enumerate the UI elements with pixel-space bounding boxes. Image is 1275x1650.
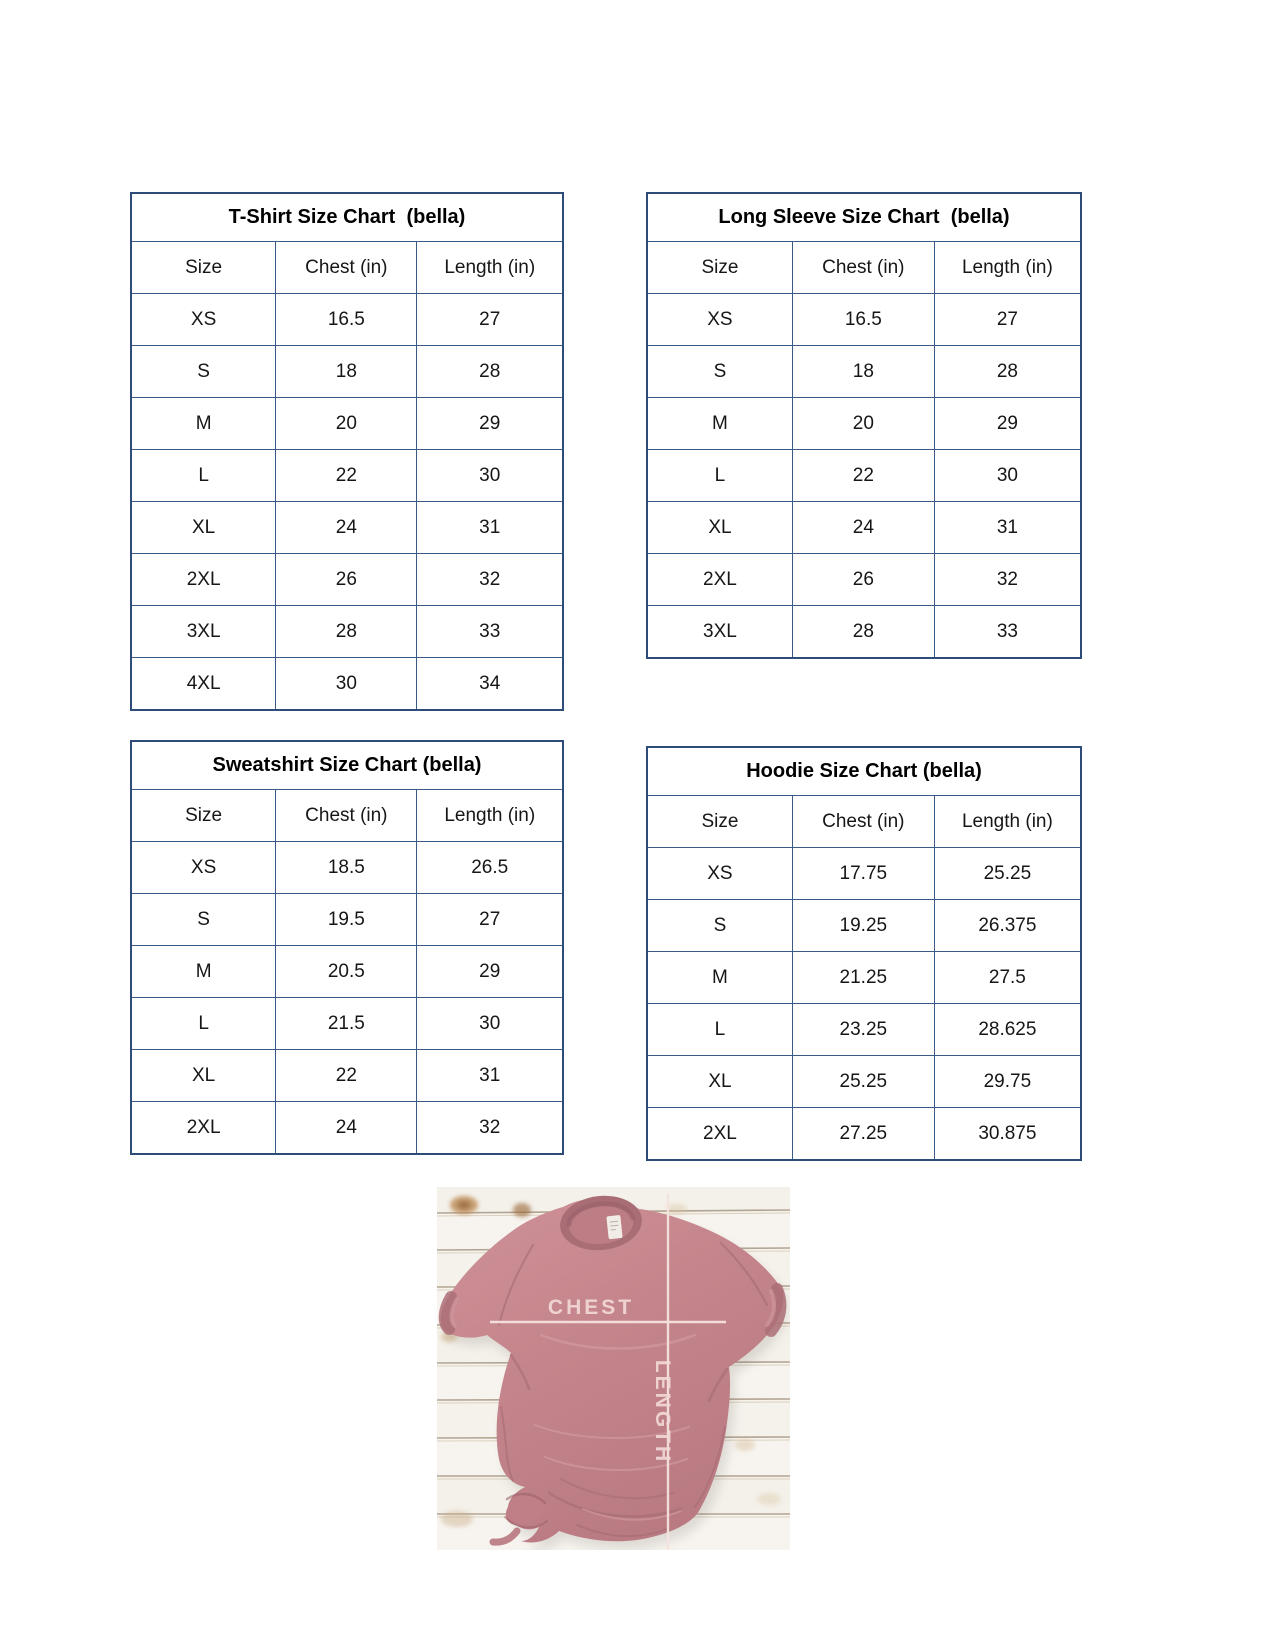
size-cell: 4XL [131,658,276,711]
length-cell: 30 [934,450,1081,502]
column-header: Length (in) [934,242,1081,294]
longsleeve-size-table [646,192,1082,659]
column-header-row [647,242,1081,294]
chest-cell: 23.25 [792,1004,934,1056]
length-cell: 30 [417,450,563,502]
size-cell: 2XL [131,1102,276,1155]
size-cell: 3XL [131,606,276,658]
chest-cell: 20.5 [276,946,417,998]
table-body [647,294,1081,659]
size-row [647,554,1081,606]
column-header: Size [131,242,276,294]
size-row [647,848,1081,900]
size-row [131,1050,563,1102]
table-title-row [131,741,563,790]
length-cell: 27 [417,294,563,346]
size-row [647,952,1081,1004]
length-cell: 28.625 [934,1004,1081,1056]
size-row [647,606,1081,659]
chest-cell: 18 [792,346,934,398]
size-cell: XL [131,502,276,554]
chest-cell: 16.5 [792,294,934,346]
chest-cell: 28 [276,606,417,658]
size-cell: M [647,952,792,1004]
column-header: Length (in) [417,790,563,842]
length-cell: 33 [934,606,1081,659]
size-cell: S [647,900,792,952]
size-row [647,502,1081,554]
length-cell: 29 [934,398,1081,450]
size-cell: XS [131,294,276,346]
length-cell: 30 [417,998,563,1050]
table-title: Hoodie Size Chart (bella) [647,747,1081,796]
length-cell: 27 [417,894,563,946]
column-header: Length (in) [417,242,563,294]
column-header-row [131,242,563,294]
size-cell: XS [647,848,792,900]
tshirt-size-table [130,192,564,711]
hoodie-size-table [646,746,1082,1161]
length-cell: 31 [417,502,563,554]
table-title: T-Shirt Size Chart (bella) [131,193,563,242]
length-cell: 30.875 [934,1108,1081,1161]
size-row [131,1102,563,1155]
sweatshirt-size-table [130,740,564,1155]
size-row [131,398,563,450]
column-header: Size [647,242,792,294]
size-row [131,606,563,658]
length-cell: 28 [417,346,563,398]
chest-cell: 21.25 [792,952,934,1004]
size-row [131,842,563,894]
size-row [647,1108,1081,1161]
size-row [131,294,563,346]
length-cell: 31 [417,1050,563,1102]
length-cell: 31 [934,502,1081,554]
column-header: Size [647,796,792,848]
size-cell: 2XL [647,1108,792,1161]
size-cell: L [131,450,276,502]
chest-cell: 18 [276,346,417,398]
shirt-measurement-photo [437,1187,790,1550]
chest-measure-label: CHEST [547,1296,635,1319]
size-cell: 3XL [647,606,792,659]
size-row [647,900,1081,952]
table-body [131,294,563,711]
size-row [647,398,1081,450]
size-cell: 2XL [647,554,792,606]
table-body [647,848,1081,1161]
size-cell: XS [131,842,276,894]
size-cell: L [131,998,276,1050]
chest-cell: 25.25 [792,1056,934,1108]
chest-cell: 24 [276,1102,417,1155]
length-cell: 33 [417,606,563,658]
chest-cell: 24 [276,502,417,554]
size-cell: L [647,450,792,502]
length-cell: 29 [417,946,563,998]
size-cell: M [647,398,792,450]
size-cell: M [131,946,276,998]
size-cell: XL [647,1056,792,1108]
length-cell: 34 [417,658,563,711]
length-cell: 29.75 [934,1056,1081,1108]
size-cell: M [131,398,276,450]
table-title-row [647,193,1081,242]
size-cell: L [647,1004,792,1056]
size-cell: XS [647,294,792,346]
size-row [131,998,563,1050]
length-cell: 27 [934,294,1081,346]
table-title: Sweatshirt Size Chart (bella) [131,741,563,790]
size-cell: S [647,346,792,398]
chest-cell: 28 [792,606,934,659]
length-cell: 26.5 [417,842,563,894]
chest-cell: 24 [792,502,934,554]
table-title: Long Sleeve Size Chart (bella) [647,193,1081,242]
chest-cell: 30 [276,658,417,711]
chest-cell: 26 [276,554,417,606]
chest-cell: 16.5 [276,294,417,346]
table-title-row [131,193,563,242]
chest-cell: 18.5 [276,842,417,894]
length-cell: 32 [934,554,1081,606]
size-row [131,502,563,554]
column-header: Length (in) [934,796,1081,848]
length-cell: 32 [417,1102,563,1155]
length-measure-label: LENGTH [651,1359,674,1465]
chest-cell: 20 [792,398,934,450]
column-header-row [131,790,563,842]
size-cell: XL [647,502,792,554]
column-header: Chest (in) [276,242,417,294]
size-row [647,1056,1081,1108]
chest-cell: 26 [792,554,934,606]
neck-tag [606,1215,622,1239]
size-row [131,658,563,711]
chest-cell: 27.25 [792,1108,934,1161]
column-header-row [647,796,1081,848]
table-body [131,842,563,1155]
length-cell: 32 [417,554,563,606]
chest-cell: 17.75 [792,848,934,900]
chest-cell: 19.5 [276,894,417,946]
size-row [647,346,1081,398]
chest-cell: 20 [276,398,417,450]
column-header: Chest (in) [276,790,417,842]
shirt-photo-graphic [437,1187,790,1550]
chest-cell: 22 [792,450,934,502]
size-row [131,946,563,998]
size-row [647,294,1081,346]
column-header: Size [131,790,276,842]
size-row [131,346,563,398]
length-cell: 26.375 [934,900,1081,952]
chest-cell: 22 [276,450,417,502]
chest-cell: 22 [276,1050,417,1102]
chest-cell: 19.25 [792,900,934,952]
size-row [647,1004,1081,1056]
size-row [131,894,563,946]
size-cell: S [131,894,276,946]
length-cell: 28 [934,346,1081,398]
length-cell: 27.5 [934,952,1081,1004]
size-cell: XL [131,1050,276,1102]
size-cell: S [131,346,276,398]
length-cell: 25.25 [934,848,1081,900]
table-title-row [647,747,1081,796]
size-row [131,450,563,502]
size-row [131,554,563,606]
length-cell: 29 [417,398,563,450]
size-cell: 2XL [131,554,276,606]
size-row [647,450,1081,502]
column-header: Chest (in) [792,242,934,294]
column-header: Chest (in) [792,796,934,848]
chest-cell: 21.5 [276,998,417,1050]
